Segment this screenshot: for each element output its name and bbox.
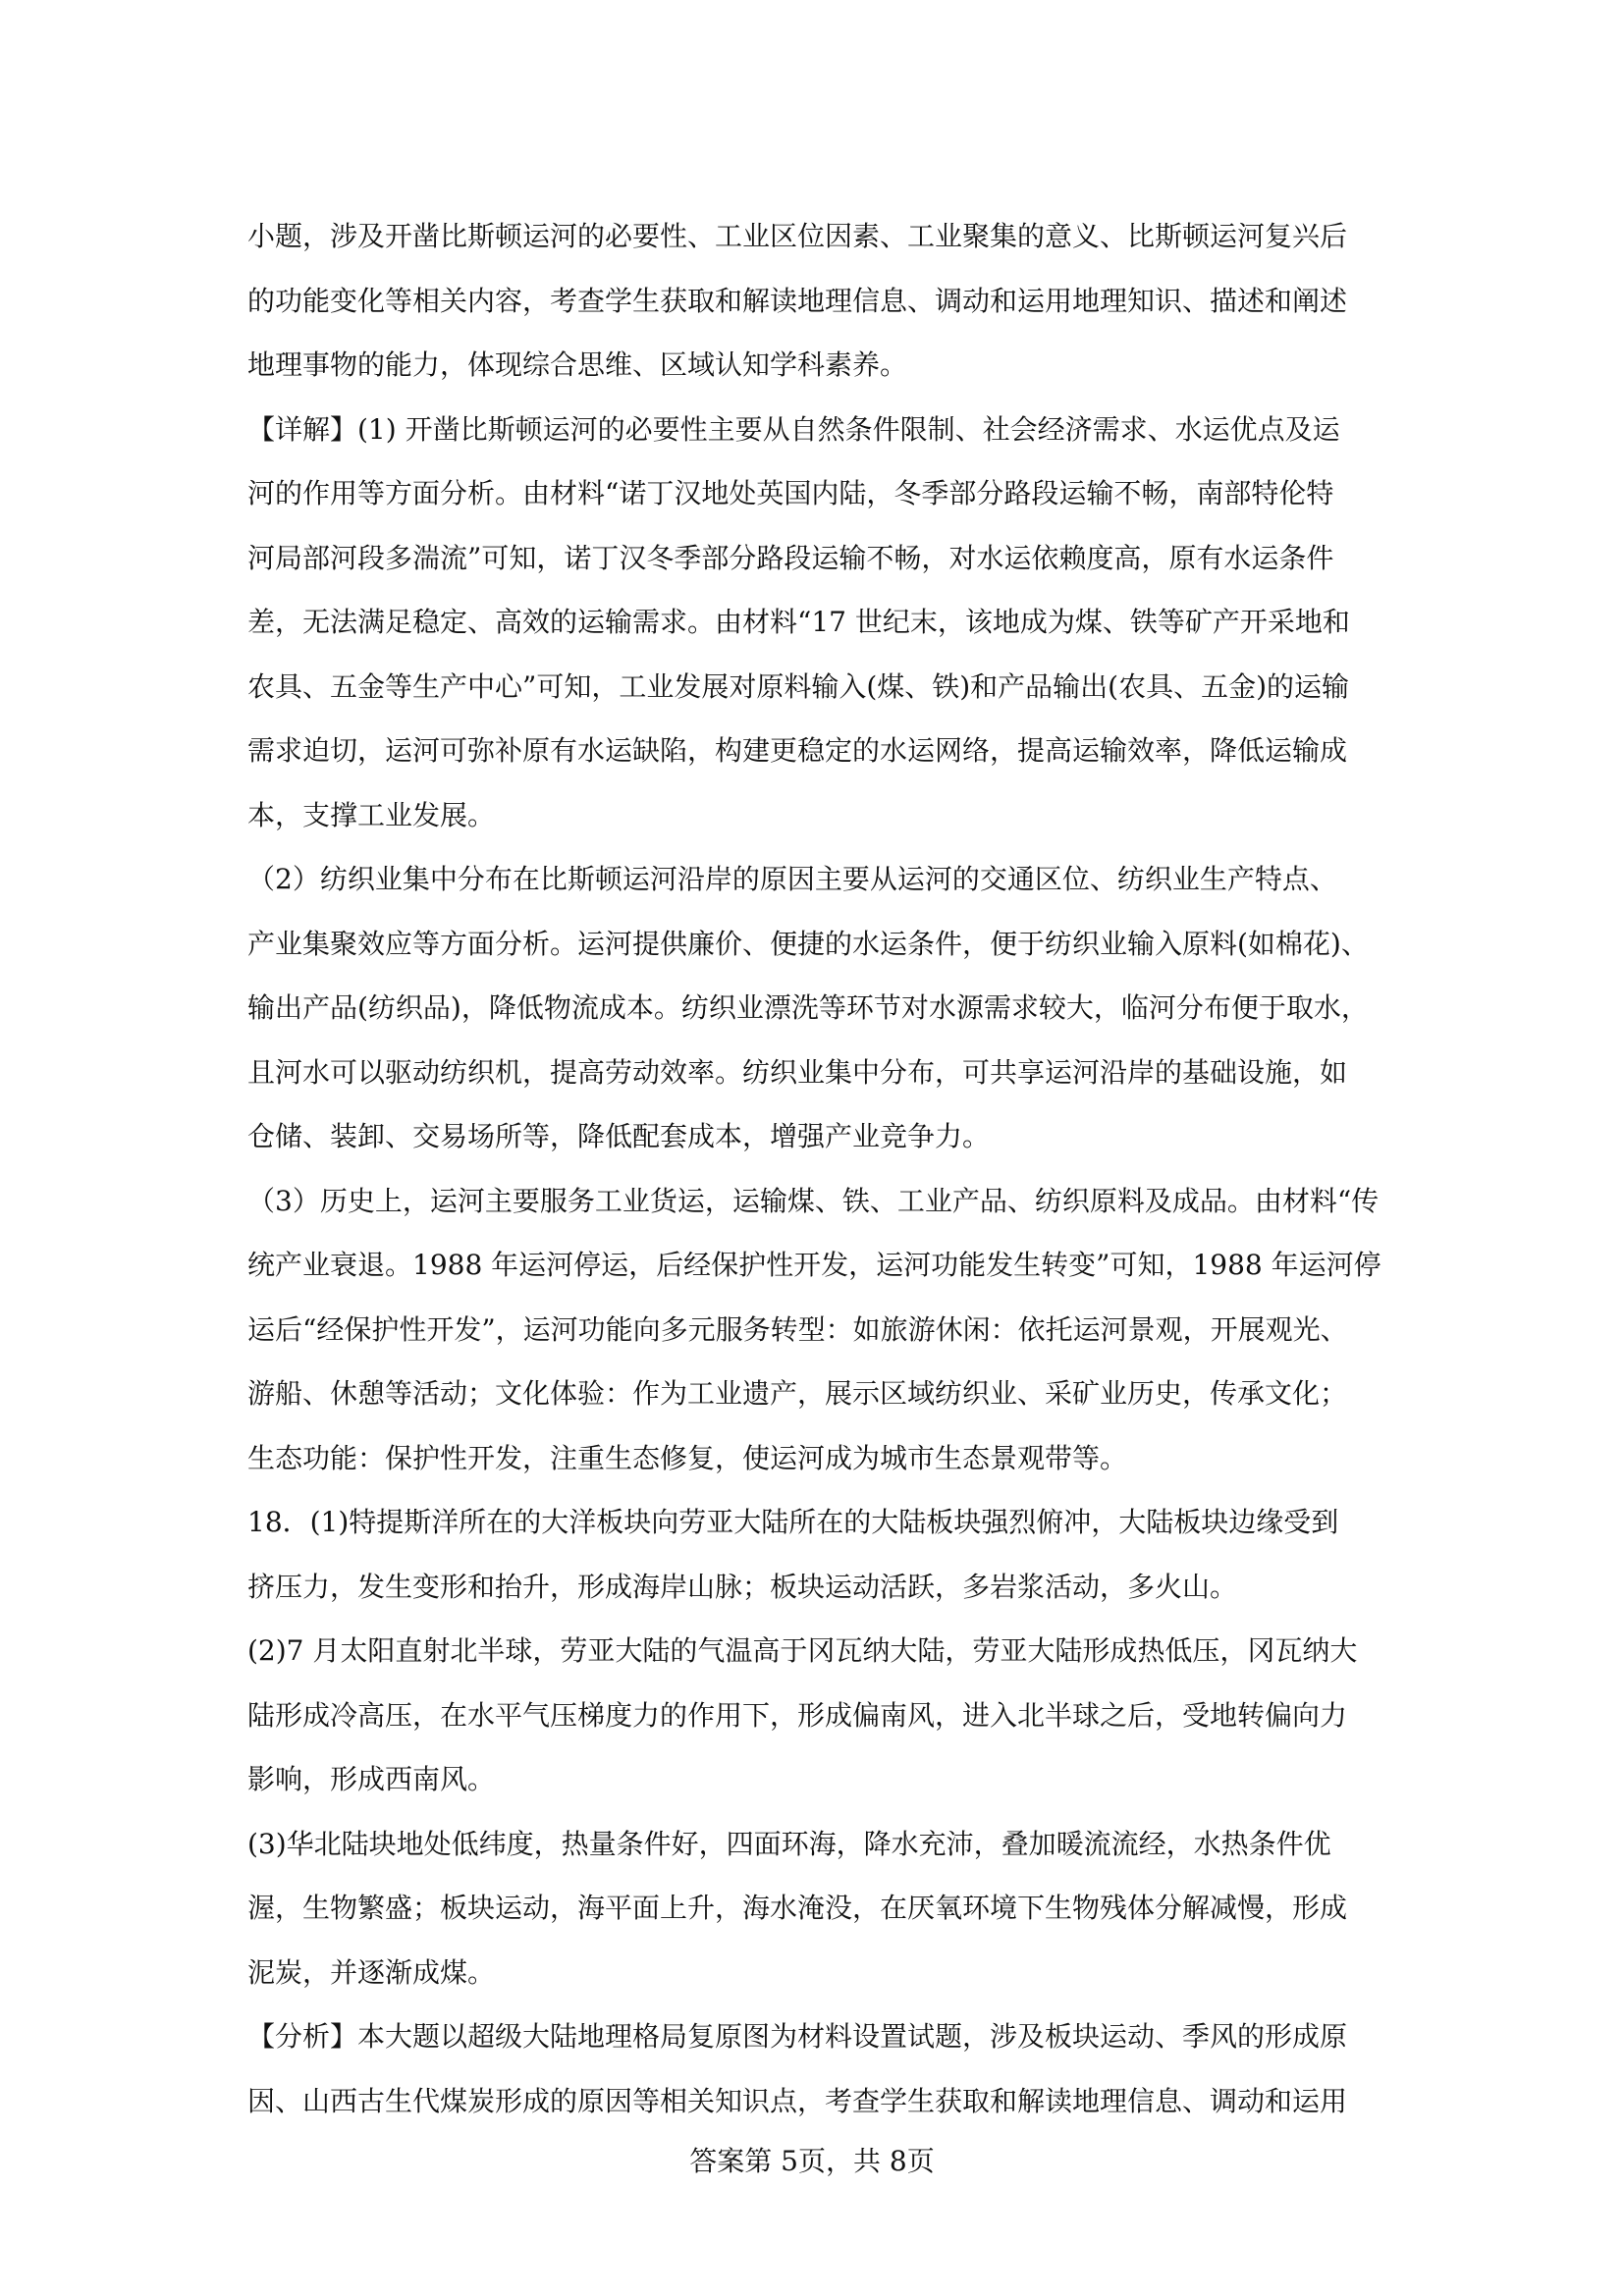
text-line: 地理事物的能力，体现综合思维、区域认知学科素养。 — [247, 348, 908, 381]
page-footer: 答案第 5页，共 8页 — [689, 2145, 935, 2177]
text-line: 统产业衰退。1988 年运河停运，后经保护性开发，运河功能发生转变”可知，1988 年运河停 — [247, 1249, 1381, 1281]
text-line: 18．(1)特提斯洋所在的大洋板块向劳亚大陆所在的大陆板块强烈俯冲，大陆板块边缘受到 — [247, 1506, 1339, 1538]
text-line: 泥炭，并逐渐成煤。 — [247, 1955, 496, 1989]
text-line: 游船、休憩等活动；文化体验：作为工业遗产，展示区域纺织业、采矿业历史，传承文化； — [247, 1377, 1348, 1410]
text-line: 生态功能：保护性开发，注重生态修复，使运河成为城市生态景观带等。 — [247, 1441, 1128, 1474]
text-line: 【分析】本大题以超级大陆地理格局复原图为材料设置试题，涉及板块运动、季风的形成原 — [247, 2020, 1348, 2053]
text-line: 仓储、装卸、交易场所等，降低配套成本，增强产业竞争力。 — [247, 1120, 991, 1152]
text-line: 产业集聚效应等方面分析。运河提供廉价、便捷的水运条件，便于纺织业输入原料(如棉花)、 — [247, 927, 1369, 960]
text-line: 因、山西古生代煤炭形成的原因等相关知识点，考查学生获取和解读地理信息、调动和运用 — [247, 2084, 1348, 2117]
text-line: 运后“经保护性开发”，运河功能向多元服务转型：如旅游休闲：依托运河景观，开展观光、 — [247, 1312, 1348, 1346]
text-line: 河局部河段多湍流”可知，诺丁汉冬季部分路段运输不畅，对水运依赖度高，原有水运条件 — [247, 541, 1334, 574]
text-line: 本，支撑工业发展。 — [247, 798, 496, 831]
text-line: 且河水可以驱动纺织机，提高劳动效率。纺织业集中分布，可共享运河沿岸的基础设施，如 — [247, 1055, 1348, 1089]
text-line: 【详解】(1) 开凿比斯顿运河的必要性主要从自然条件限制、社会经济需求、水运优点及运 — [247, 412, 1340, 446]
text-line: 渥，生物繁盛；板块运动，海平面上升，海水淹没，在厌氧环境下生物残体分解减慢，形成 — [247, 1892, 1348, 1924]
text-line: （2）纺织业集中分布在比斯顿运河沿岸的原因主要从运河的交通区位、纺织业生产特点、 — [247, 863, 1337, 895]
text-line: 需求迫切，运河可弥补原有水运缺陷，构建更稳定的水运网络，提高运输效率，降低运输成 — [247, 734, 1348, 767]
answer-text-body — [247, 204, 1386, 2133]
text-line: 陆形成冷高压，在水平气压梯度力的作用下，形成偏南风，进入北半球之后，受地转偏向力 — [247, 1698, 1348, 1732]
text-line: 小题，涉及开凿比斯顿运河的必要性、工业区位因素、工业聚集的意义、比斯顿运河复兴后 — [247, 220, 1348, 252]
text-line: (2)7 月太阳直射北半球，劳亚大陆的气温高于冈瓦纳大陆，劳亚大陆形成热低压，冈瓦纳大 — [247, 1634, 1358, 1667]
text-line: （3）历史上，运河主要服务工业货运，运输煤、铁、工业产品、纺织原料及成品。由材料“传 — [247, 1184, 1380, 1217]
text-line: 农具、五金等生产中心”可知，工业发展对原料输入(煤、铁)和产品输出(农具、五金)的运输 — [247, 669, 1350, 703]
text-line: 差，无法满足稳定、高效的运输需求。由材料“17 世纪末，该地成为煤、铁等矿产开采地和 — [247, 606, 1350, 638]
text-line: 影响，形成西南风。 — [247, 1763, 496, 1795]
text-line: 输出产品(纺织品)，降低物流成本。纺织业漂洗等环节对水源需求较大，临河分布便于取水， — [247, 991, 1369, 1024]
text-line: (3)华北陆块地处低纬度，热量条件好，四面环海，降水充沛，叠加暖流流经，水热条件优 — [247, 1827, 1331, 1860]
text-line: 河的作用等方面分析。由材料“诺丁汉地处英国内陆，冬季部分路段运输不畅，南部特伦特 — [247, 477, 1334, 509]
text-line: 挤压力，发生变形和抬升，形成海岸山脉；板块运动活跃，多岩浆活动，多火山。 — [247, 1570, 1238, 1603]
text-line: 的功能变化等相关内容，考查学生获取和解读地理信息、调动和运用地理知识、描述和阐述 — [247, 284, 1348, 317]
